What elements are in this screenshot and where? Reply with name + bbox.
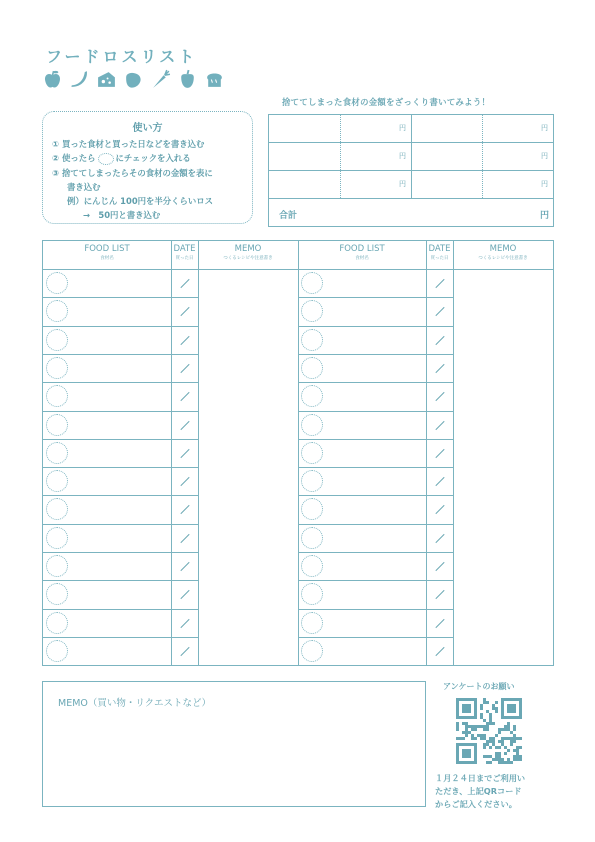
qr-module xyxy=(510,743,513,746)
date-slash xyxy=(435,279,444,288)
qr-module xyxy=(516,746,519,749)
header-main: DATE xyxy=(173,244,196,254)
waste-dotted-divider xyxy=(340,115,341,198)
how-to-step-2 xyxy=(52,152,191,165)
qr-module xyxy=(504,728,507,731)
qr-module xyxy=(480,704,483,707)
qr-module xyxy=(501,737,504,740)
qr-module xyxy=(513,734,516,737)
qr-module xyxy=(495,701,498,704)
qr-module xyxy=(513,728,516,731)
qr-module xyxy=(510,737,513,740)
waste-dotted-divider xyxy=(482,115,483,198)
used-check-circle[interactable] xyxy=(301,272,323,294)
row-divider xyxy=(298,609,453,610)
qr-module xyxy=(513,737,516,740)
used-check-circle[interactable] xyxy=(46,300,68,322)
qr-module xyxy=(507,704,516,713)
qr-module xyxy=(489,746,492,749)
row-divider xyxy=(43,609,198,610)
qr-module xyxy=(465,728,468,731)
qr-module xyxy=(465,722,468,725)
qr-module xyxy=(510,740,513,743)
qr-module xyxy=(465,725,468,728)
used-check-circle[interactable] xyxy=(46,470,68,492)
qr-module xyxy=(486,701,489,704)
row-divider xyxy=(43,354,198,355)
qr-module xyxy=(495,752,498,755)
qr-module xyxy=(498,728,501,731)
date-slash xyxy=(435,505,444,514)
header-sub: 食材名 xyxy=(100,256,114,261)
header-main: DATE xyxy=(428,244,451,254)
qr-module xyxy=(483,746,486,749)
total-label: 合計 xyxy=(279,211,298,221)
survey-note-3: からご記入ください。 xyxy=(435,799,517,809)
qr-module xyxy=(504,761,507,764)
waste-row-line xyxy=(269,198,553,199)
used-check-circle[interactable] xyxy=(301,300,323,322)
row-divider xyxy=(298,439,453,440)
qr-module xyxy=(456,737,459,740)
how-to-step-3-cont: 書き込む xyxy=(67,182,101,192)
date-slash xyxy=(180,335,189,344)
qr-module xyxy=(462,731,465,734)
qr-module xyxy=(480,707,483,710)
used-check-circle[interactable] xyxy=(46,555,68,577)
qr-module xyxy=(507,758,510,761)
used-check-circle[interactable] xyxy=(301,329,323,351)
qr-module xyxy=(468,731,471,734)
qr-module xyxy=(507,725,510,728)
date-slash xyxy=(180,477,189,486)
qr-module xyxy=(486,755,489,758)
qr-module xyxy=(483,728,486,731)
qr-module xyxy=(462,722,465,725)
header-main: MEMO xyxy=(234,244,262,254)
qr-module xyxy=(516,749,519,752)
qr-module xyxy=(489,737,492,740)
used-check-circle[interactable] xyxy=(301,385,323,407)
date-slash xyxy=(180,364,189,373)
header-sub: つくるレシピや注意書き xyxy=(478,256,528,261)
bread-icon xyxy=(204,69,225,90)
memo-header-divider xyxy=(453,269,553,270)
qr-module xyxy=(474,728,477,731)
qr-code-icon[interactable] xyxy=(456,698,522,764)
qr-module xyxy=(510,761,513,764)
qr-module xyxy=(507,722,510,725)
memo-header xyxy=(453,244,553,261)
date-slash xyxy=(180,562,189,571)
date-slash xyxy=(435,392,444,401)
qr-module xyxy=(495,746,498,749)
qr-module xyxy=(456,725,459,728)
survey-note-2: ただき、上記QRコード xyxy=(435,786,522,796)
qr-module xyxy=(492,740,495,743)
strawberry-icon xyxy=(123,69,144,90)
qr-module xyxy=(474,737,477,740)
qr-module xyxy=(507,728,510,731)
banana-icon xyxy=(69,69,90,90)
used-check-circle[interactable] xyxy=(301,442,323,464)
used-check-circle[interactable] xyxy=(46,329,68,351)
qr-module xyxy=(495,707,498,710)
row-divider xyxy=(43,552,198,553)
page-title: フードロスリスト xyxy=(46,47,198,66)
qr-module xyxy=(489,722,492,725)
date-slash xyxy=(435,449,444,458)
col-divider xyxy=(453,241,454,665)
how-to-box xyxy=(42,111,253,224)
qr-module xyxy=(498,761,501,764)
date-header xyxy=(171,244,198,261)
qr-module xyxy=(495,734,498,737)
qr-module xyxy=(459,737,462,740)
used-check-circle[interactable] xyxy=(301,612,323,634)
qr-module xyxy=(495,710,498,713)
qr-module xyxy=(504,746,507,749)
qr-module xyxy=(456,728,459,731)
row-divider xyxy=(43,269,198,270)
qr-module xyxy=(501,761,504,764)
how-to-step-1: ① 買った食材と買った日などを書き込む xyxy=(52,139,205,149)
used-check-circle[interactable] xyxy=(46,414,68,436)
header-sub: 食材名 xyxy=(355,256,369,261)
qr-module xyxy=(495,758,498,761)
used-check-circle[interactable] xyxy=(301,414,323,436)
qr-module xyxy=(471,728,474,731)
qr-module xyxy=(483,743,486,746)
qr-module xyxy=(489,761,492,764)
used-check-circle[interactable] xyxy=(46,640,68,662)
qr-module xyxy=(483,725,486,728)
date-slash xyxy=(435,562,444,571)
total-yen-label: 円 xyxy=(539,211,549,221)
row-divider xyxy=(298,326,453,327)
row-divider xyxy=(298,297,453,298)
header-sub: 買った日 xyxy=(175,256,194,261)
qr-module xyxy=(501,743,504,746)
qr-module xyxy=(456,722,459,725)
qr-module xyxy=(483,755,486,758)
date-slash xyxy=(435,534,444,543)
how-to-step-2-text-a: ② 使ったら xyxy=(52,153,96,163)
used-check-circle[interactable] xyxy=(301,357,323,379)
date-slash xyxy=(435,335,444,344)
qr-module xyxy=(480,716,483,719)
date-slash xyxy=(180,307,189,316)
qr-module xyxy=(486,710,489,713)
used-check-circle[interactable] xyxy=(301,555,323,577)
memo-box[interactable] xyxy=(42,681,426,807)
used-check-circle[interactable] xyxy=(301,470,323,492)
qr-module xyxy=(498,758,501,761)
qr-module xyxy=(501,758,504,761)
pepper-icon xyxy=(177,69,198,90)
qr-module xyxy=(492,707,495,710)
cheese-icon xyxy=(96,69,117,90)
row-divider xyxy=(43,326,198,327)
used-check-circle[interactable] xyxy=(301,640,323,662)
qr-module xyxy=(513,725,516,728)
qr-module xyxy=(495,755,498,758)
date-slash xyxy=(180,449,189,458)
used-check-circle[interactable] xyxy=(46,272,68,294)
row-divider xyxy=(298,269,453,270)
col-divider xyxy=(198,241,199,665)
row-divider xyxy=(298,495,453,496)
memo-header-divider xyxy=(198,269,298,270)
qr-module xyxy=(513,755,516,758)
row-divider xyxy=(298,467,453,468)
memo-header xyxy=(198,244,298,261)
date-slash xyxy=(180,618,189,627)
qr-module xyxy=(486,728,489,731)
row-divider xyxy=(298,637,453,638)
qr-module xyxy=(471,734,474,737)
qr-module xyxy=(483,701,486,704)
qr-module xyxy=(498,746,501,749)
qr-module xyxy=(492,704,495,707)
qr-module xyxy=(516,758,519,761)
row-divider xyxy=(298,524,453,525)
row-divider xyxy=(43,439,198,440)
date-slash xyxy=(435,364,444,373)
qr-module xyxy=(489,740,492,743)
qr-module xyxy=(501,728,504,731)
qr-module xyxy=(486,725,489,728)
qr-module xyxy=(486,761,489,764)
waste-col-divider xyxy=(411,115,412,198)
qr-module xyxy=(492,737,495,740)
how-to-step-3: ③ 捨ててしまったらその食材の金額を表に xyxy=(52,168,213,178)
qr-module xyxy=(492,758,495,761)
qr-module xyxy=(498,752,501,755)
row-divider xyxy=(298,552,453,553)
how-to-step-2-text-b: にチェックを入れる xyxy=(115,153,191,163)
qr-module xyxy=(489,713,492,716)
qr-module xyxy=(486,722,489,725)
qr-module xyxy=(489,716,492,719)
date-slash xyxy=(180,505,189,514)
survey-note-1: １月２４日までご利用い xyxy=(435,773,526,783)
yen-label: 円 xyxy=(399,180,406,188)
row-divider xyxy=(298,411,453,412)
qr-module xyxy=(480,737,483,740)
qr-module xyxy=(480,725,483,728)
qr-module xyxy=(471,737,474,740)
col-divider xyxy=(426,241,427,665)
used-check-circle[interactable] xyxy=(301,527,323,549)
qr-module xyxy=(465,731,468,734)
header-main: MEMO xyxy=(489,244,517,254)
date-slash xyxy=(435,307,444,316)
date-slash xyxy=(180,534,189,543)
row-divider xyxy=(43,411,198,412)
qr-module xyxy=(477,734,480,737)
date-slash xyxy=(180,392,189,401)
used-check-circle[interactable] xyxy=(301,498,323,520)
used-check-circle[interactable] xyxy=(46,442,68,464)
qr-module xyxy=(501,740,504,743)
qr-module xyxy=(507,737,510,740)
food-list-table xyxy=(42,240,554,666)
date-slash xyxy=(435,477,444,486)
date-slash xyxy=(435,647,444,656)
qr-module xyxy=(480,713,483,716)
qr-module xyxy=(513,749,516,752)
date-slash xyxy=(435,590,444,599)
date-slash xyxy=(180,647,189,656)
yen-label: 円 xyxy=(399,152,406,160)
qr-module xyxy=(474,725,477,728)
date-slash xyxy=(435,618,444,627)
used-check-circle[interactable] xyxy=(46,583,68,605)
row-divider xyxy=(298,382,453,383)
qr-module xyxy=(498,731,501,734)
qr-module xyxy=(477,725,480,728)
qr-module xyxy=(516,755,519,758)
qr-module xyxy=(510,731,513,734)
qr-module xyxy=(483,698,486,701)
qr-module xyxy=(465,734,468,737)
how-to-example-result: → 50円と書き込む xyxy=(83,210,161,220)
qr-module xyxy=(513,758,516,761)
date-header xyxy=(426,244,453,261)
food-list-header xyxy=(43,244,171,261)
header-sub: つくるレシピや注意書き xyxy=(223,256,273,261)
yen-label: 円 xyxy=(399,124,406,132)
header-main: FOOD LIST xyxy=(84,244,130,254)
qr-module xyxy=(519,758,522,761)
qr-module xyxy=(507,761,510,764)
row-divider xyxy=(43,467,198,468)
qr-module xyxy=(462,749,471,758)
how-to-title: 使い方 xyxy=(132,123,163,134)
qr-module xyxy=(519,755,522,758)
date-slash xyxy=(180,279,189,288)
qr-module xyxy=(480,734,483,737)
memo-label: MEMO（買い物・リクエストなど） xyxy=(58,698,211,709)
qr-module xyxy=(513,740,516,743)
col-divider xyxy=(298,241,299,665)
qr-module xyxy=(519,746,522,749)
check-circle-icon xyxy=(98,153,114,165)
used-check-circle[interactable] xyxy=(46,612,68,634)
qr-module xyxy=(483,737,486,740)
survey-title: アンケートのお願い xyxy=(443,682,515,691)
qr-module xyxy=(519,737,522,740)
used-check-circle[interactable] xyxy=(46,385,68,407)
food-icons xyxy=(42,69,225,90)
col-divider xyxy=(171,241,172,665)
qr-module xyxy=(489,719,492,722)
row-divider xyxy=(43,524,198,525)
qr-module xyxy=(498,740,501,743)
qr-module xyxy=(486,743,489,746)
row-divider xyxy=(298,580,453,581)
date-slash xyxy=(180,590,189,599)
waste-heading: 捨ててしまった食材の金額をざっくり書いてみよう！ xyxy=(282,97,491,107)
yen-label: 円 xyxy=(541,124,548,132)
qr-module xyxy=(462,737,465,740)
how-to-example: 例）にんじん 100円を半分くらいロス xyxy=(67,196,214,206)
qr-module xyxy=(471,725,474,728)
row-divider xyxy=(43,297,198,298)
used-check-circle[interactable] xyxy=(46,498,68,520)
qr-module xyxy=(492,722,495,725)
qr-module xyxy=(504,752,507,755)
yen-label: 円 xyxy=(541,152,548,160)
qr-module xyxy=(492,743,495,746)
yen-label: 円 xyxy=(541,180,548,188)
row-divider xyxy=(43,637,198,638)
date-slash xyxy=(435,420,444,429)
row-divider xyxy=(43,495,198,496)
qr-module xyxy=(507,749,510,752)
qr-module xyxy=(504,737,507,740)
header-sub: 買った日 xyxy=(430,256,449,261)
row-divider xyxy=(43,382,198,383)
carrot-icon xyxy=(150,69,171,90)
qr-module xyxy=(516,737,519,740)
qr-module xyxy=(462,704,471,713)
waste-amount-table xyxy=(268,114,554,227)
qr-module xyxy=(489,755,492,758)
qr-module xyxy=(504,725,507,728)
qr-module xyxy=(516,752,519,755)
qr-module xyxy=(483,734,486,737)
qr-module xyxy=(468,725,471,728)
qr-module xyxy=(498,755,501,758)
header-main: FOOD LIST xyxy=(339,244,385,254)
qr-module xyxy=(483,719,486,722)
food-list-header xyxy=(298,244,426,261)
row-divider xyxy=(43,580,198,581)
apple-icon xyxy=(42,69,63,90)
row-divider xyxy=(298,354,453,355)
qr-module xyxy=(486,740,489,743)
used-check-circle[interactable] xyxy=(46,527,68,549)
date-slash xyxy=(180,420,189,429)
used-check-circle[interactable] xyxy=(46,357,68,379)
used-check-circle[interactable] xyxy=(301,583,323,605)
